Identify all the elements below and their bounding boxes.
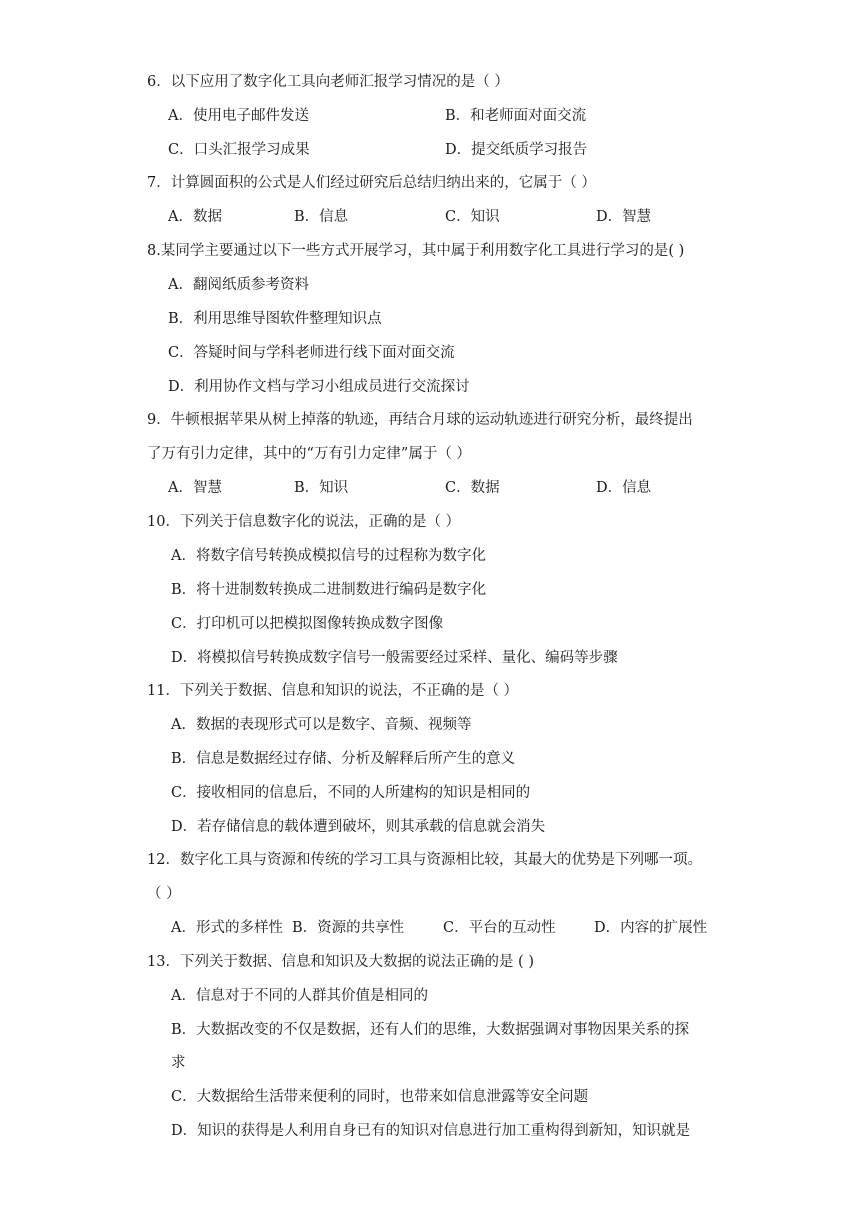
- question-8-stem: 8.某同学主要通过以下一些方式开展学习，其中属于利用数字化工具进行学习的是( ): [147, 243, 685, 259]
- question-10-option-c: C．打印机可以把模拟图像转换成数字图像: [171, 616, 444, 632]
- question-6-option-b: B．和老师面对面交流: [445, 108, 587, 124]
- question-11-option-c: C．接收相同的信息后，不同的人所建构的知识是相同的: [171, 785, 531, 801]
- question-9-option-d: D．信息: [596, 480, 652, 496]
- question-6-option-d: D．提交纸质学习报告: [445, 142, 588, 158]
- question-9-option-b: B．知识: [294, 480, 349, 496]
- question-9-option-c: C．数据: [445, 480, 500, 496]
- question-12-option-b: B．资源的共享性: [292, 920, 405, 936]
- question-9-stem-line-2: 了万有引力定律，其中的“万有引力定律”属于（ ）: [147, 446, 471, 462]
- question-7-option-b: B．信息: [294, 209, 349, 225]
- question-8-option-b: B．利用思维导图软件整理知识点: [168, 311, 382, 327]
- question-13-option-d: D．知识的获得是人利用自身已有的知识对信息进行加工重构得到新知，知识就是: [171, 1123, 691, 1139]
- question-11-option-d: D．若存储信息的载体遭到破坏，则其承载的信息就会消失: [171, 819, 546, 835]
- question-8-option-c: C．答疑时间与学科老师进行线下面对面交流: [168, 345, 455, 361]
- question-13-stem: 13．下列关于数据、信息和知识及大数据的说法正确的是 ( ): [147, 954, 534, 970]
- question-10-stem: 10．下列关于信息数字化的说法，正确的是（ ）: [147, 514, 461, 530]
- question-6-option-a: A．使用电子邮件发送: [168, 108, 309, 124]
- question-12-option-d: D．内容的扩展性: [594, 920, 708, 936]
- question-12-stem-line-2: （ ）: [147, 886, 181, 902]
- question-8-option-d: D．利用协作文档与学习小组成员进行交流探讨: [168, 379, 470, 395]
- question-10-option-d: D．将模拟信号转换成数字信号一般需要经过采样、量化、编码等步骤: [171, 650, 618, 666]
- question-6-option-c: C．口头汇报学习成果: [168, 142, 310, 158]
- question-8-option-a: A．翻阅纸质参考资料: [168, 277, 309, 293]
- question-7-stem: 7．计算圆面积的公式是人们经过研究后总结归纳出来的，它属于（ ）: [147, 175, 596, 191]
- question-12-option-a: A．形式的多样性: [171, 920, 283, 936]
- question-9-option-a: A．智慧: [168, 480, 222, 496]
- question-7-option-a: A．数据: [168, 209, 222, 225]
- question-11-option-a: A．数据的表现形式可以是数字、音频、视频等: [171, 717, 472, 733]
- question-11-option-b: B．信息是数据经过存储、分析及解释后所产生的意义: [171, 751, 516, 767]
- question-13-option-b-continued: 求: [171, 1055, 186, 1071]
- question-7-option-c: C．知识: [445, 209, 500, 225]
- question-12-stem-line-1: 12．数字化工具与资源和传统的学习工具与资源相比较，其最大的优势是下列哪一项。: [147, 852, 702, 868]
- question-10-option-b: B．将十进制数转换成二进制数进行编码是数字化: [171, 582, 487, 598]
- question-11-stem: 11．下列关于数据、信息和知识的说法，不正确的是（ ）: [147, 683, 519, 699]
- question-7-option-d: D．智慧: [596, 209, 652, 225]
- question-13-option-a: A．信息对于不同的人群其价值是相同的: [171, 988, 428, 1004]
- question-6-stem: 6．以下应用了数字化工具向老师汇报学习情况的是（ ）: [147, 74, 509, 90]
- question-12-option-c: C．平台的互动性: [443, 920, 556, 936]
- question-9-stem-line-1: 9．牛顿根据苹果从树上掉落的轨迹，再结合月球的运动轨迹进行研究分析，最终提出: [147, 412, 693, 428]
- question-10-option-a: A．将数字信号转换成模拟信号的过程称为数字化: [171, 548, 486, 564]
- question-13-option-b: B．大数据改变的不仅是数据，还有人们的思维，大数据强调对事物因果关系的探: [171, 1022, 690, 1038]
- question-13-option-c: C．大数据给生活带来便利的同时，也带来如信息泄露等安全问题: [171, 1089, 589, 1105]
